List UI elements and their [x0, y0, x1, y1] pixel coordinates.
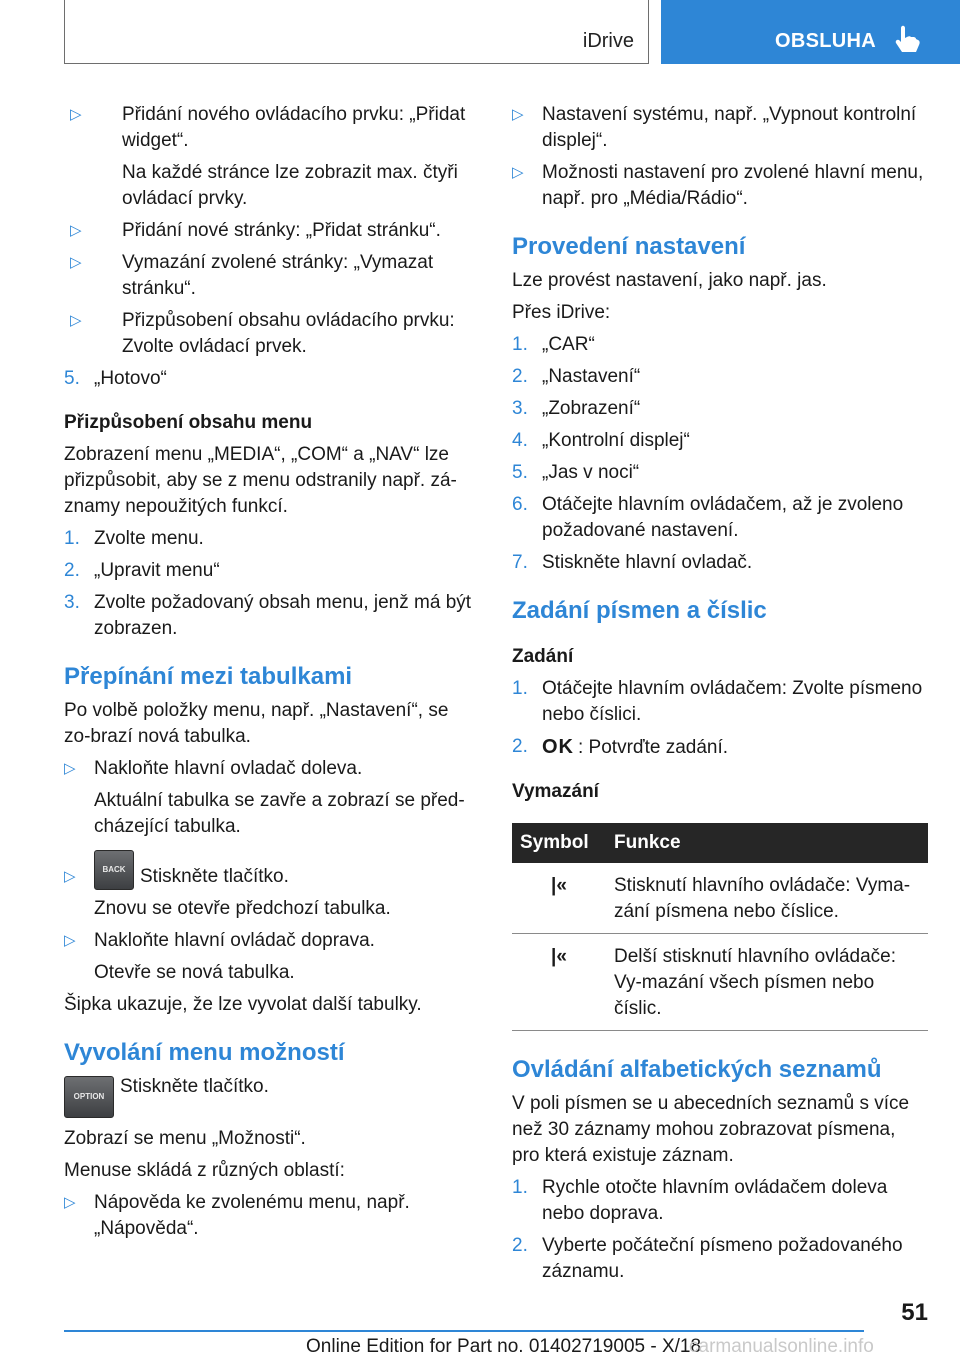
- list-item: ▷ Přizpůsobení obsahu ovládacího prvku: Zvolte ovládací prvek.: [70, 310, 455, 357]
- section-heading-options: Vyvolání menu možností: [64, 1039, 345, 1066]
- hand-pointer-icon: [893, 24, 921, 54]
- header-chapter-tab: [661, 0, 960, 64]
- paragraph: Zobrazení menu „MEDIA“, „COM“ a „NAV“ lze přizpůsobit, aby se z menu odstranily např. zá-znamy nepoužitých funkcí.: [64, 444, 457, 517]
- table-header-symbol: Symbol: [512, 823, 606, 863]
- page-number: 51: [901, 1299, 928, 1326]
- list-item: 1. Rychle otočte hlavním ovládačem doleva nebo doprava.: [512, 1177, 888, 1224]
- step-number: 7.: [512, 552, 528, 573]
- list-item: 2. „Upravit menu“: [64, 558, 476, 584]
- list-item: ▷ Přidání nového ovládacího prvku: „Přidat widget“.: [70, 104, 466, 151]
- header-section-box: [64, 0, 649, 64]
- paragraph: Lze provést nastavení, jako např. jas.: [512, 270, 827, 291]
- subheading-input: Zadání: [512, 646, 574, 667]
- list-item: 4. „Kontrolní displej“: [512, 428, 928, 454]
- triangle-bullet-icon: ▷: [70, 312, 82, 329]
- list-item: 7. Stiskněte hlavní ovladač.: [512, 550, 928, 576]
- list-item: ▷ Nakloňte hlavní ovladač doleva.: [64, 756, 476, 782]
- list-item: 2. OK : Potvrďte zadání.: [512, 736, 729, 758]
- triangle-bullet-icon: ▷: [512, 106, 524, 123]
- list-item: 2. Vyberte počáteční písmeno požadovaného záznamu.: [512, 1235, 903, 1282]
- list-item: 1. Otáčejte hlavním ovládačem: Zvolte písmeno nebo číslici.: [512, 678, 923, 725]
- paragraph: V poli písmen se u abecedních seznamů s více než 30 záznamy mohou zobrazovat písmena, pro která existuje záznam.: [512, 1093, 910, 1166]
- paragraph: Šipka ukazuje, že lze vyvolat další tabulky.: [64, 994, 422, 1015]
- list-item: ▷ Přidání nové stránky: „Přidat stránku“.: [64, 218, 476, 244]
- footer-divider: [64, 1330, 864, 1332]
- triangle-bullet-icon: ▷: [64, 868, 76, 885]
- list-item: ▷ Nastavení systému, např. „Vypnout kontrolní displej“.: [512, 104, 917, 151]
- triangle-bullet-icon: ▷: [64, 1194, 76, 1211]
- step-number: 2.: [512, 1235, 528, 1256]
- subheading-delete: Vymazání: [512, 781, 599, 802]
- triangle-bullet-icon: ▷: [512, 164, 524, 181]
- subheading-menu: Přizpůsobení obsahu menu: [64, 412, 313, 433]
- step-number: 1.: [64, 528, 80, 549]
- triangle-bullet-icon: ▷: [70, 106, 82, 123]
- step-number: 3.: [64, 592, 80, 613]
- list-item: 5. „Hotovo“: [64, 366, 476, 392]
- watermark: carmanualsonline.info: [689, 1336, 874, 1357]
- step-number: 4.: [512, 430, 528, 451]
- table-header-function: Funkce: [606, 823, 928, 863]
- step-number: 1.: [512, 334, 528, 355]
- list-item: ▷ Možnosti nastavení pro zvolené hlavní menu, např. pro „Média/Rádio“.: [512, 162, 924, 209]
- section-heading-letters: Zadání písmen a číslic: [512, 597, 767, 624]
- list-note: Otevře se nová tabulka.: [94, 962, 295, 983]
- section-heading-alpha: Ovládání alfabetických seznamů: [512, 1056, 882, 1083]
- step-number: 6.: [512, 494, 528, 515]
- step-number: 5.: [512, 462, 528, 483]
- back-button-image: BACK: [94, 850, 134, 890]
- step-number: 5.: [64, 368, 80, 389]
- option-button-image: OPTION: [64, 1076, 114, 1118]
- triangle-bullet-icon: ▷: [70, 254, 82, 271]
- left-column: [64, 102, 476, 1248]
- table-row: [512, 934, 928, 1031]
- list-item: 6. Otáčejte hlavním ovládačem, až je zvoleno požadované nastavení.: [512, 494, 904, 541]
- paragraph: Zobrazí se menu „Možnosti“.: [64, 1128, 306, 1149]
- list-note: Znovu se otevře předchozí tabulka.: [94, 898, 391, 919]
- paragraph: Po volbě položky menu, např. „Nastavení“, se zo-brazí nová tabulka.: [64, 700, 449, 747]
- paragraph: Přes iDrive:: [512, 302, 611, 323]
- list-item: ▷ Vymazání zvolené stránky: „Vymazat stránku“.: [70, 252, 434, 299]
- list-item: 3. „Zobrazení“: [512, 396, 928, 422]
- table-row: [512, 863, 928, 934]
- list-note: Na každé stránce lze zobrazit max. čtyři ovládací prvky.: [122, 162, 458, 209]
- delete-left-icon: |«: [512, 863, 606, 934]
- step-number: 1.: [512, 1177, 528, 1198]
- triangle-bullet-icon: ▷: [64, 760, 76, 777]
- triangle-bullet-icon: ▷: [64, 932, 76, 949]
- step-number: 2.: [512, 736, 528, 757]
- header-section-title: iDrive: [582, 30, 634, 52]
- step-number: 3.: [512, 398, 528, 419]
- list-note: Aktuální tabulka se zavře a zobrazí se před-cházející tabulka.: [94, 790, 465, 837]
- paragraph: Stiskněte tlačítko.: [120, 1076, 269, 1097]
- symbol-table: [512, 823, 928, 1031]
- footer-edition: Online Edition for Part no. 01402719005 - X/18: [306, 1336, 702, 1357]
- step-number: 2.: [64, 560, 80, 581]
- list-item: 1. Zvolte menu.: [64, 526, 476, 552]
- delete-left-icon: |«: [512, 934, 606, 1031]
- step-number: 1.: [512, 678, 528, 699]
- triangle-bullet-icon: ▷: [70, 222, 82, 239]
- table-header-row: [512, 823, 928, 863]
- list-item: 3. Zvolte požadovaný obsah menu, jenž má být zobrazen.: [64, 592, 472, 639]
- table-cell: Delší stisknutí hlavního ovládače: Vy-mazání všech písmen nebo číslic.: [606, 934, 928, 1031]
- header-chapter-title: OBSLUHA: [775, 30, 876, 52]
- right-column: [512, 102, 928, 1291]
- list-item: 5. „Jas v noci“: [512, 460, 928, 486]
- paragraph: Menuse skládá z různých oblastí:: [64, 1160, 345, 1181]
- section-heading-tabs: Přepínání mezi tabulkami: [64, 663, 353, 690]
- section-heading-settings: Provedení nastavení: [512, 233, 746, 260]
- list-item: ▷ Nápověda ke zvolenému menu, např. „Nápověda“.: [64, 1192, 410, 1239]
- step-number: 2.: [512, 366, 528, 387]
- list-item: ▷ Nakloňte hlavní ovládač doprava.: [64, 928, 476, 954]
- ok-symbol: OK: [542, 736, 574, 758]
- list-item: ▷ BACK Stiskněte tlačítko.: [64, 850, 476, 890]
- list-item: 1. „CAR“: [512, 332, 928, 358]
- list-item: 2. „Nastavení“: [512, 364, 928, 390]
- table-cell: Stisknutí hlavního ovládače: Vyma-zání písmena nebo číslice.: [606, 863, 928, 934]
